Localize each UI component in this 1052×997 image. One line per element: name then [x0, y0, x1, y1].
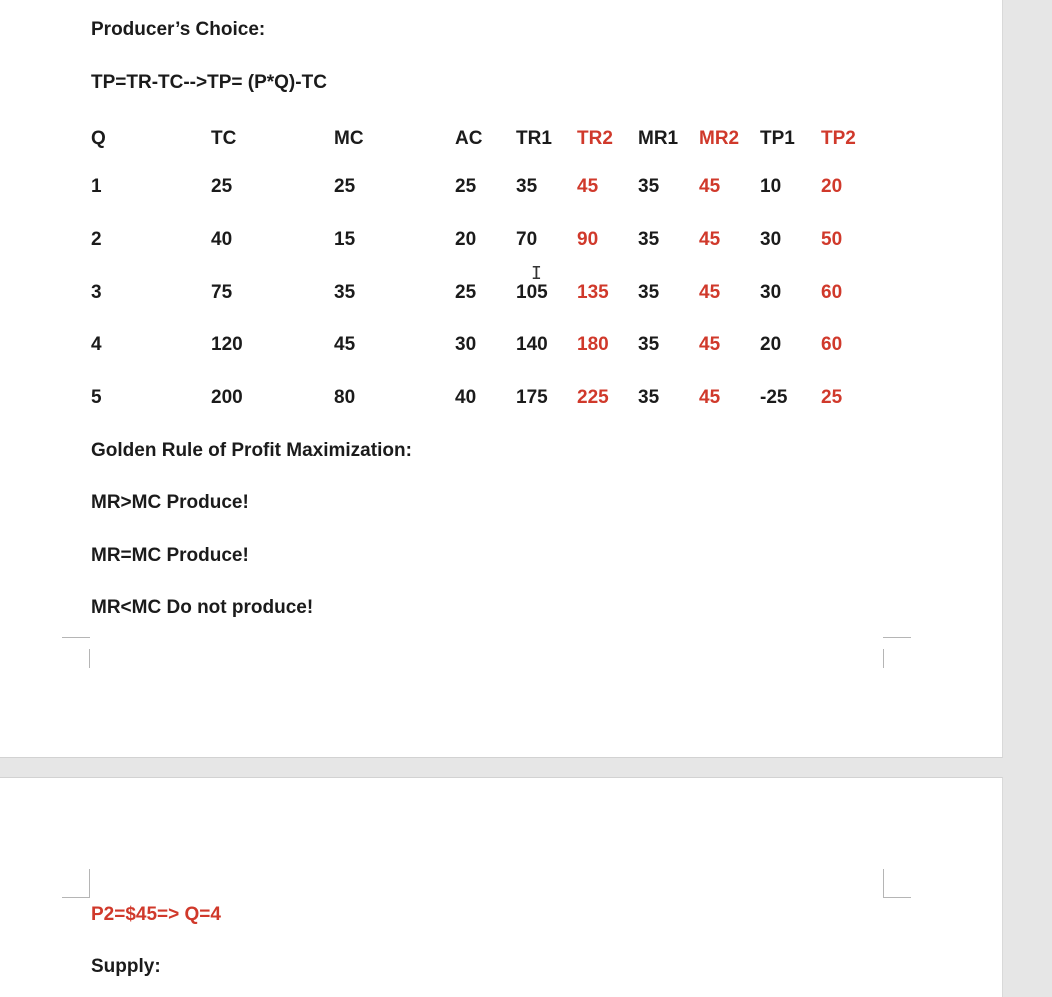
table-cell: 20 [821, 176, 843, 197]
table-cell: 225 [577, 387, 609, 408]
table-cell: 45 [699, 387, 721, 408]
formula-line: TP=TR-TC-->TP= (P*Q)-TC [91, 72, 327, 93]
document-page-2 [0, 777, 1003, 997]
table-cell: 60 [821, 282, 843, 303]
margin-mark [883, 897, 911, 898]
table-header-cell: TR1 [516, 128, 552, 149]
margin-mark [883, 649, 884, 668]
table-cell: 25 [334, 176, 356, 197]
table-cell: 25 [455, 176, 477, 197]
table-cell: 2 [91, 229, 102, 250]
margin-mark [883, 637, 911, 638]
supply-heading: Supply: [91, 956, 161, 977]
table-cell: 25 [821, 387, 843, 408]
table-cell: 120 [211, 334, 243, 355]
table-cell: 35 [516, 176, 538, 197]
table-header-cell: TP1 [760, 128, 795, 149]
golden-rule-heading: Golden Rule of Profit Maximization: [91, 440, 412, 461]
table-cell: 105 [516, 282, 548, 303]
table-cell: 40 [455, 387, 477, 408]
table-cell: 45 [334, 334, 356, 355]
table-cell: 4 [91, 334, 102, 355]
table-cell: 200 [211, 387, 243, 408]
table-cell: 30 [455, 334, 477, 355]
table-cell: 40 [211, 229, 233, 250]
table-cell: 25 [455, 282, 477, 303]
table-cell: 45 [699, 334, 721, 355]
table-cell: 90 [577, 229, 599, 250]
table-cell: 175 [516, 387, 548, 408]
table-header-cell: TP2 [821, 128, 856, 149]
price-quantity-line: P2=$45=> Q=4 [91, 904, 221, 925]
margin-mark [883, 869, 884, 897]
table-cell: 30 [760, 229, 782, 250]
table-cell: 70 [516, 229, 538, 250]
table-cell: 140 [516, 334, 548, 355]
table-cell: 35 [638, 334, 660, 355]
table-cell: -25 [760, 387, 788, 408]
table-cell: 35 [638, 176, 660, 197]
table-cell: 1 [91, 176, 102, 197]
margin-mark [89, 869, 90, 897]
table-cell: 45 [699, 282, 721, 303]
table-header-cell: AC [455, 128, 483, 149]
table-cell: 5 [91, 387, 102, 408]
rule-mr-equals-mc: MR=MC Produce! [91, 545, 249, 566]
table-cell: 3 [91, 282, 102, 303]
table-cell: 60 [821, 334, 843, 355]
table-header-cell: Q [91, 128, 106, 149]
table-cell: 35 [334, 282, 356, 303]
rule-mr-less-mc: MR<MC Do not produce! [91, 597, 314, 618]
rule-mr-greater-mc: MR>MC Produce! [91, 492, 249, 513]
table-header-cell: MC [334, 128, 364, 149]
table-cell: 25 [211, 176, 233, 197]
table-cell: 20 [455, 229, 477, 250]
table-cell: 15 [334, 229, 356, 250]
table-cell: 45 [577, 176, 599, 197]
table-cell: 45 [699, 229, 721, 250]
table-header-cell: MR2 [699, 128, 740, 149]
table-cell: 35 [638, 229, 660, 250]
table-header-cell: TR2 [577, 128, 613, 149]
margin-mark [89, 649, 90, 668]
table-cell: 50 [821, 229, 843, 250]
heading-producers-choice: Producer’s Choice: [91, 19, 266, 40]
table-header-cell: TC [211, 128, 237, 149]
table-cell: 135 [577, 282, 609, 303]
table-cell: 35 [638, 282, 660, 303]
table-cell: 30 [760, 282, 782, 303]
table-cell: 35 [638, 387, 660, 408]
table-cell: 80 [334, 387, 356, 408]
table-cell: 45 [699, 176, 721, 197]
table-cell: 20 [760, 334, 782, 355]
table-cell: 10 [760, 176, 782, 197]
text-cursor-icon: I [531, 263, 542, 284]
margin-mark [62, 897, 90, 898]
table-cell: 75 [211, 282, 233, 303]
margin-mark [62, 637, 90, 638]
table-cell: 180 [577, 334, 609, 355]
table-header-cell: MR1 [638, 128, 679, 149]
